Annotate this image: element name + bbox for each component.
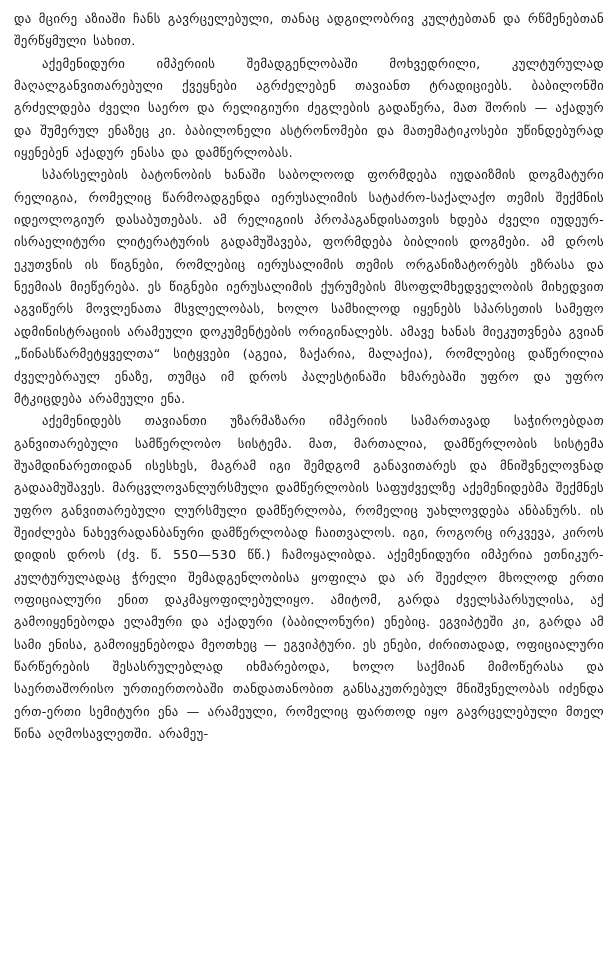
document-page <box>14 8 604 948</box>
paragraph-writing-system: აქემენიდებს თავიანთი უზარმაზარი იმპერიის სამართავად საჭიროებდათ განვითარებული სამწერლობო სისტემა. მათ, მართალია, დამწერლობის სისტემა შუამდინარეთიდან ისესხეს, მაგრამ იგი შემდგომ განავითარეს და მნიშვნელოვნად გადაამუშავეს. მარცვლოვანლურსმული დამწერლობის საფუძველზე აქემენიდებმა შექმნეს უფრო განვითარებული ლურსმული დამწერლობა, რომელიც უახლოვდება ანბანურს. ის შეიძლება ნახევრადანბანური დამწერლობად ჩაითვალოს. იგი, როგორც ირკვევა, კიროს დიდის დროს (ძვ. წ. 550—530 წწ.) ჩამოყალიბდა. აქემენიდური იმპერია ეთნიკურ-კულტურულადაც ჭრელი შემადგენლობისა ყოფილა და არ შეეძლო მხოლოდ ერთი ოფიციალური ენით დაკმაყოფილებულიყო. ამიტომ, გარდა ძველსპარსულისა, აქ გამოიყენებოდა ელამური და აქადური (ბაბილონური) ენებიც. ეგვიპტეში კი, გარდა ამ სამი ენისა, გამოიყენებოდა მეოთხეც — ეგვიპტური. ეს ენები, ძირითადად, ოფიციალური წარწერების შესასრულებლად იხმარებოდა, ხოლო საქმიან მიმოწერასა და საერთაშორისო ურთიერთობაში თანდათანობით განსაკუთრებულ მნიშვნელობას იძენდა ერთ-ერთი სემიტური ენა — არამეული, რომელიც ფართოდ იყო გავრცელებული მთელ წინა აღმოსავლეთში. არამეუ- <box>14 413 604 741</box>
paragraph-judaism: სპარსელების ბატონობის ხანაში საბოლოოდ ფორმდება იუდაიზმის დოგმატური რელიგია, რომელიც წარმოადგენდა იერუსალიმის სატაძრო-საქალაქო თემის შექმნის იდეოლოგიურ დასაბუთებას. ამ რელიგიის პროპაგანდისათვის ხდება ძველი იუდეურ-ისრაელიტური ლიტერატურის გადამუშავება, ფორმდება ბიბლიის დოგმები. ამ დროს ეკუთვნის ის წიგნები, რომლებიც იერუსალიმის თემის ორგანიზატორებს ეზრასა და ნეემიას მიეწერება. ეს წიგნები იერუსალიმის ქურუმების მსოფლმხედველობის მიხედვით აგვიწერს მოვლენათა მსვლელობას, ხოლო სამხილოდ იყენებს სპარსეთის სამეფო ადმინისტრაციის არამეული დოკუმენტების ორიგინალებს. ამავე ხანას მიეკუთვნება გვიან „წინასწარმეტყველთა“ სიტყვები (აგეია, ზაქარია, მალაქია), რომლებიც დაწერილია ძველებრაულ ენაზე, თუმცა იმ დროს პალესტინაში ხმარებაში უფრო და უფრო მტკიცდება არამეული ენა. <box>14 167 604 406</box>
paragraph-continuation: და მცირე აზიაში ჩანს გავრცელებული, თანაც ადგილობრივ კულტებთან და რწმენებთან შერწყმული სახით. <box>14 11 604 49</box>
paragraph-achaemenid-cultures: აქემენიდური იმპერიის შემადგენლობაში მოხვედრილი, კულტურულად მაღალგანვითარებული ქვეყნები აგრძელებენ თავიანთ ტრადიციებს. ბაბილონში გრძელდება ძველი საერო და რელიგიური ძეგლების გადაწერა, მათ შორის — აქადურ და შუმერულ ენაზეც კი. ბაბილონელი ასტრონომები და მათემატიკოსები უწინდებურად იყენებენ აქადურ ენასა და დამწერლობას. <box>14 55 604 161</box>
